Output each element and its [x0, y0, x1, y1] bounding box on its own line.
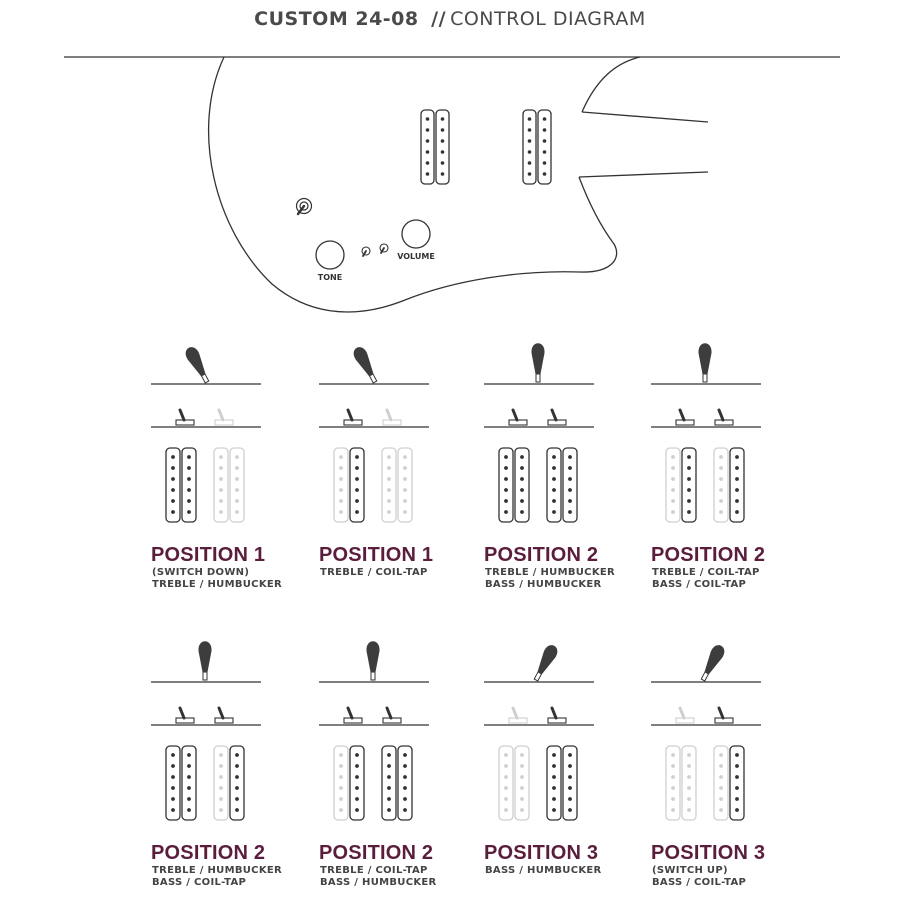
- mini-toggle-bass: [548, 410, 566, 425]
- mini-toggle-bass: [383, 410, 401, 425]
- mini-toggle-treble: [676, 410, 694, 425]
- mini-toggle-bass: [548, 708, 566, 723]
- selector-switch-lever: [531, 343, 544, 382]
- bass-humbucker-pickup: [714, 746, 744, 820]
- position-description: BASS / COIL-TAP: [152, 877, 247, 888]
- mini-toggle-bass: [715, 410, 733, 425]
- position-description: TREBLE / COIL-TAP: [652, 567, 760, 578]
- volume-knob-label: VOLUME: [397, 252, 435, 261]
- bass-humbucker-pickup: [214, 448, 244, 522]
- bass-humbucker-pickup: [547, 448, 577, 522]
- mini-toggle-treble: [509, 708, 527, 723]
- volume-knob: [402, 220, 430, 248]
- guitar-body-outline: [209, 57, 617, 312]
- position-diagram: [650, 336, 762, 536]
- treble-humbucker-pickup: [334, 448, 364, 522]
- bass-humbucker-pickup: [714, 448, 744, 522]
- position-description: TREBLE / HUMBUCKER: [485, 567, 615, 578]
- selector-switch-lever: [366, 641, 379, 680]
- bass-humbucker-pickup: [382, 448, 412, 522]
- mini-toggle-bass: [215, 708, 233, 723]
- position-description: BASS / HUMBUCKER: [485, 865, 602, 876]
- body-toggle-switch: [297, 199, 312, 215]
- position-diagram: [150, 336, 262, 536]
- tone-knob-label: TONE: [317, 273, 343, 282]
- position-title: POSITION 3: [651, 842, 766, 864]
- treble-humbucker-pickup: [334, 746, 364, 820]
- mini-toggle-right: [380, 244, 388, 253]
- position-title: POSITION 2: [651, 544, 766, 566]
- neck-upper-edge: [582, 112, 708, 122]
- treble-humbucker-pickup: [499, 448, 529, 522]
- position-diagram: [483, 634, 595, 834]
- treble-humbucker-pickup: [499, 746, 529, 820]
- mini-toggle-treble: [176, 708, 194, 723]
- position-description: BASS / HUMBUCKER: [320, 877, 437, 888]
- mini-toggle-treble: [676, 708, 694, 723]
- position-title: POSITION 2: [151, 842, 266, 864]
- position-description: (SWITCH UP): [652, 865, 728, 876]
- selector-switch-lever: [198, 641, 211, 680]
- tone-knob: [316, 241, 344, 269]
- bass-humbucker-pickup: [214, 746, 244, 820]
- title-separator: //: [431, 8, 447, 30]
- guitar-horn-outline: [582, 57, 640, 112]
- mini-toggle-treble: [509, 410, 527, 425]
- bass-humbucker-pickup: [382, 746, 412, 820]
- selector-switch-lever: [351, 345, 381, 385]
- bridge-humbucker-pickup: [523, 110, 551, 184]
- position-description: BASS / COIL-TAP: [652, 579, 747, 590]
- position-diagram: [318, 634, 430, 834]
- position-title: POSITION 3: [484, 842, 599, 864]
- selector-switch-lever: [183, 345, 213, 385]
- position-title: POSITION 1: [319, 544, 434, 566]
- treble-humbucker-pickup: [166, 746, 196, 820]
- guitar-body-diagram: [0, 0, 900, 330]
- position-diagram: [483, 336, 595, 536]
- neck-lower-edge: [579, 172, 708, 177]
- treble-humbucker-pickup: [666, 448, 696, 522]
- mini-toggle-treble: [344, 708, 362, 723]
- position-title: POSITION 2: [484, 544, 599, 566]
- treble-humbucker-pickup: [666, 746, 696, 820]
- mini-toggle-bass: [383, 708, 401, 723]
- bass-humbucker-pickup: [547, 746, 577, 820]
- position-description: TREBLE / COIL-TAP: [320, 567, 428, 578]
- mini-toggle-left: [362, 247, 370, 256]
- selector-switch-lever: [530, 643, 560, 683]
- position-description: TREBLE / COIL-TAP: [320, 865, 428, 876]
- position-description: BASS / COIL-TAP: [652, 877, 747, 888]
- position-title: POSITION 2: [319, 842, 434, 864]
- neck-humbucker-pickup: [421, 110, 449, 184]
- position-title: POSITION 1: [151, 544, 266, 566]
- model-name: CUSTOM 24-08: [254, 8, 419, 30]
- mini-toggle-bass: [215, 410, 233, 425]
- position-description: TREBLE / HUMBUCKER: [152, 579, 282, 590]
- treble-humbucker-pickup: [166, 448, 196, 522]
- position-diagram: [150, 634, 262, 834]
- position-description: TREBLE / HUMBUCKER: [152, 865, 282, 876]
- selector-switch-lever: [698, 343, 711, 382]
- position-description: (SWITCH DOWN): [152, 567, 250, 578]
- selector-switch-lever: [697, 643, 727, 683]
- position-diagram: [318, 336, 430, 536]
- mini-toggle-treble: [176, 410, 194, 425]
- position-diagram: [650, 634, 762, 834]
- mini-toggle-treble: [344, 410, 362, 425]
- position-description: BASS / HUMBUCKER: [485, 579, 602, 590]
- diagram-subtitle: CONTROL DIAGRAM: [450, 8, 646, 30]
- mini-toggle-bass: [715, 708, 733, 723]
